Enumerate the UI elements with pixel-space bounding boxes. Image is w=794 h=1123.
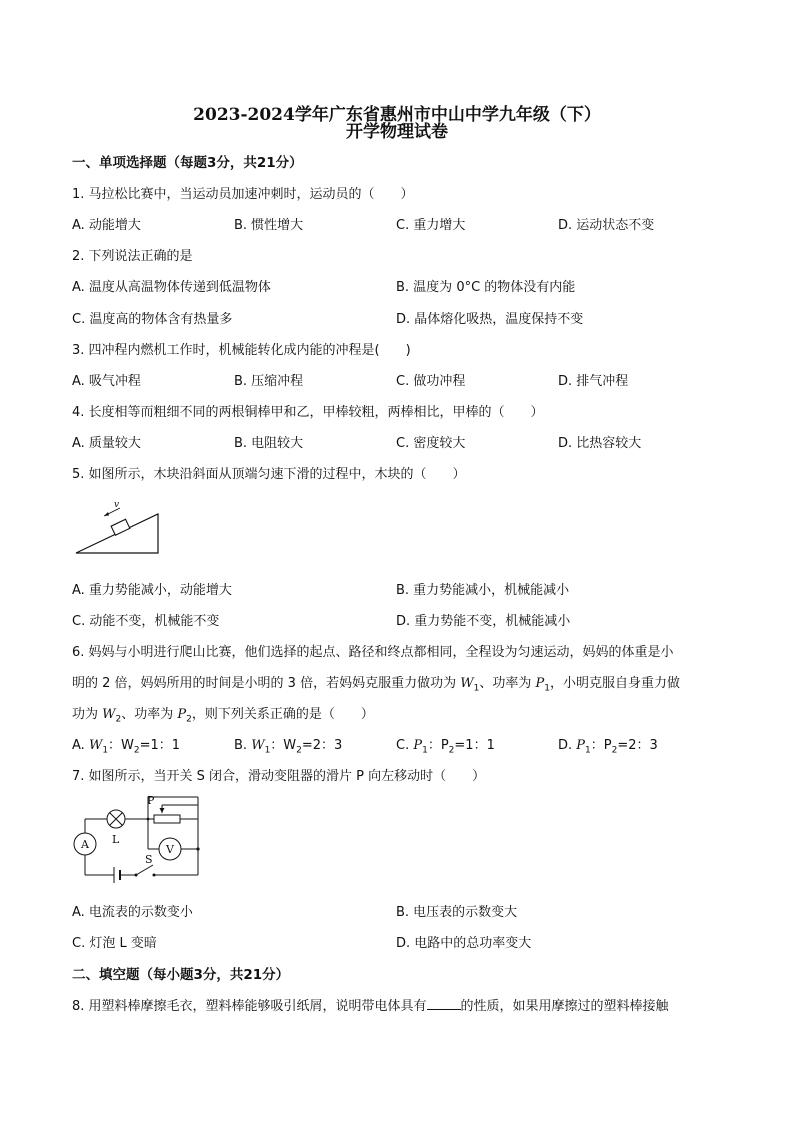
q5-option-c: C. 动能不变，机械能不变 — [72, 614, 220, 629]
label-a: A — [81, 838, 89, 851]
q3-option-b: B. 压缩冲程 — [234, 374, 304, 389]
question-6-line3: 功为 $W_2$、功率为 $P_2$，则下列关系正确的是（ ） — [72, 707, 374, 725]
question-1-stem: 1. 马拉松比赛中，当运动员加速冲刺时，运动员的（ ） — [72, 187, 414, 202]
question-3-stem: 3. 四冲程内燃机工作时，机械能转化成内能的冲程是( ) — [72, 343, 411, 358]
q2-option-d: D. 晶体熔化吸热，温度保持不变 — [396, 312, 584, 327]
q1-option-c: C. 重力增大 — [396, 218, 466, 233]
label-p: P — [147, 794, 155, 807]
label-v: V — [166, 843, 174, 856]
q5-option-a: A. 重力势能减小，动能增大 — [72, 583, 232, 598]
circuit-diagram — [70, 793, 210, 889]
question-2-stem: 2. 下列说法正确的是 — [72, 249, 193, 264]
label-l: L — [112, 833, 120, 846]
q3-option-a: A. 吸气冲程 — [72, 374, 141, 389]
answer-blank[interactable] — [427, 997, 461, 1010]
q7-option-d: D. 电路中的总功率变大 — [396, 936, 532, 951]
q3-option-d: D. 排气冲程 — [558, 374, 629, 389]
q5-option-d: D. 重力势能不变，机械能减小 — [396, 614, 571, 629]
q6-option-b: B. $W_1$：$W_2=2$：3 — [234, 738, 343, 756]
q4-option-d: D. 比热容较大 — [558, 436, 642, 451]
q4-option-c: C. 密度较大 — [396, 436, 466, 451]
q3-option-c: C. 做功冲程 — [396, 374, 466, 389]
paper-title-line2: 开学物理试卷 — [346, 122, 448, 142]
q7-option-c: C. 灯泡 L 变暗 — [72, 936, 157, 951]
question-6-line2: 明的 2 倍，妈妈所用的时间是小明的 3 倍，若妈妈克服重力做功为 $W_1$、功率为 $P_1$，小明克服自身重力做 — [72, 676, 680, 694]
q4-option-b: B. 电阻较大 — [234, 436, 304, 451]
inclined-plane-figure — [74, 500, 164, 558]
q6-option-a: A. $W_1$：$W_2=1$：1 — [72, 738, 181, 756]
switch-symbol — [136, 865, 153, 875]
question-4-stem: 4. 长度相等而粗细不同的两根铜棒甲和乙，甲棒较粗，两棒相比，甲棒的（ ） — [72, 405, 544, 420]
q2-option-b: B. 温度为 0°C 的物体没有内能 — [396, 280, 576, 295]
section-heading-fill-blank: 二、填空题（每小题3分，共21分） — [72, 967, 290, 983]
question-5-stem: 5. 如图所示，木块沿斜面从顶端匀速下滑的过程中，木块的（ ） — [72, 467, 466, 482]
wood-block — [111, 519, 130, 535]
velocity-label: v — [114, 500, 120, 510]
q7-option-b: B. 电压表的示数变大 — [396, 905, 518, 920]
q6-option-c: C. $P_1$：$P_2=1$：1 — [396, 738, 495, 756]
q4-option-a: A. 质量较大 — [72, 436, 141, 451]
q2-option-c: C. 温度高的物体含有热量多 — [72, 312, 233, 327]
q7-option-a: A. 电流表的示数变小 — [72, 905, 193, 920]
q6-option-d: D. $P_1$：$P_2=2$：3 — [558, 738, 658, 756]
label-s: S — [145, 853, 153, 866]
section-heading-single-choice: 一、单项选择题（每题3分，共21分） — [72, 155, 303, 171]
q2-option-a: A. 温度从高温物体传递到低温物体 — [72, 280, 271, 295]
paper-title-line1: 2023-2024学年广东省惠州市中山中学九年级（下） — [193, 105, 601, 125]
question-7-stem: 7. 如图所示，当开关 S 闭合，滑动变阻器的滑片 P 向左移动时（ ） — [72, 769, 486, 784]
q1-option-a: A. 动能增大 — [72, 218, 141, 233]
question-8-stem: 8. 用塑料棒摩擦毛衣，塑料棒能够吸引纸屑，说明带电体具有 的性质，如果用摩擦过的塑料棒接触 — [72, 999, 669, 1014]
q1-option-d: D. 运动状态不变 — [558, 218, 655, 233]
rheostat-resistor — [154, 815, 180, 823]
question-6-line1: 6. 妈妈与小明进行爬山比赛，他们选择的起点、路径和终点都相同，全程设为匀速运动，妈妈的体重是小 — [72, 645, 674, 660]
q5-option-b: B. 重力势能减小，机械能减小 — [396, 583, 570, 598]
q1-option-b: B. 惯性增大 — [234, 218, 304, 233]
